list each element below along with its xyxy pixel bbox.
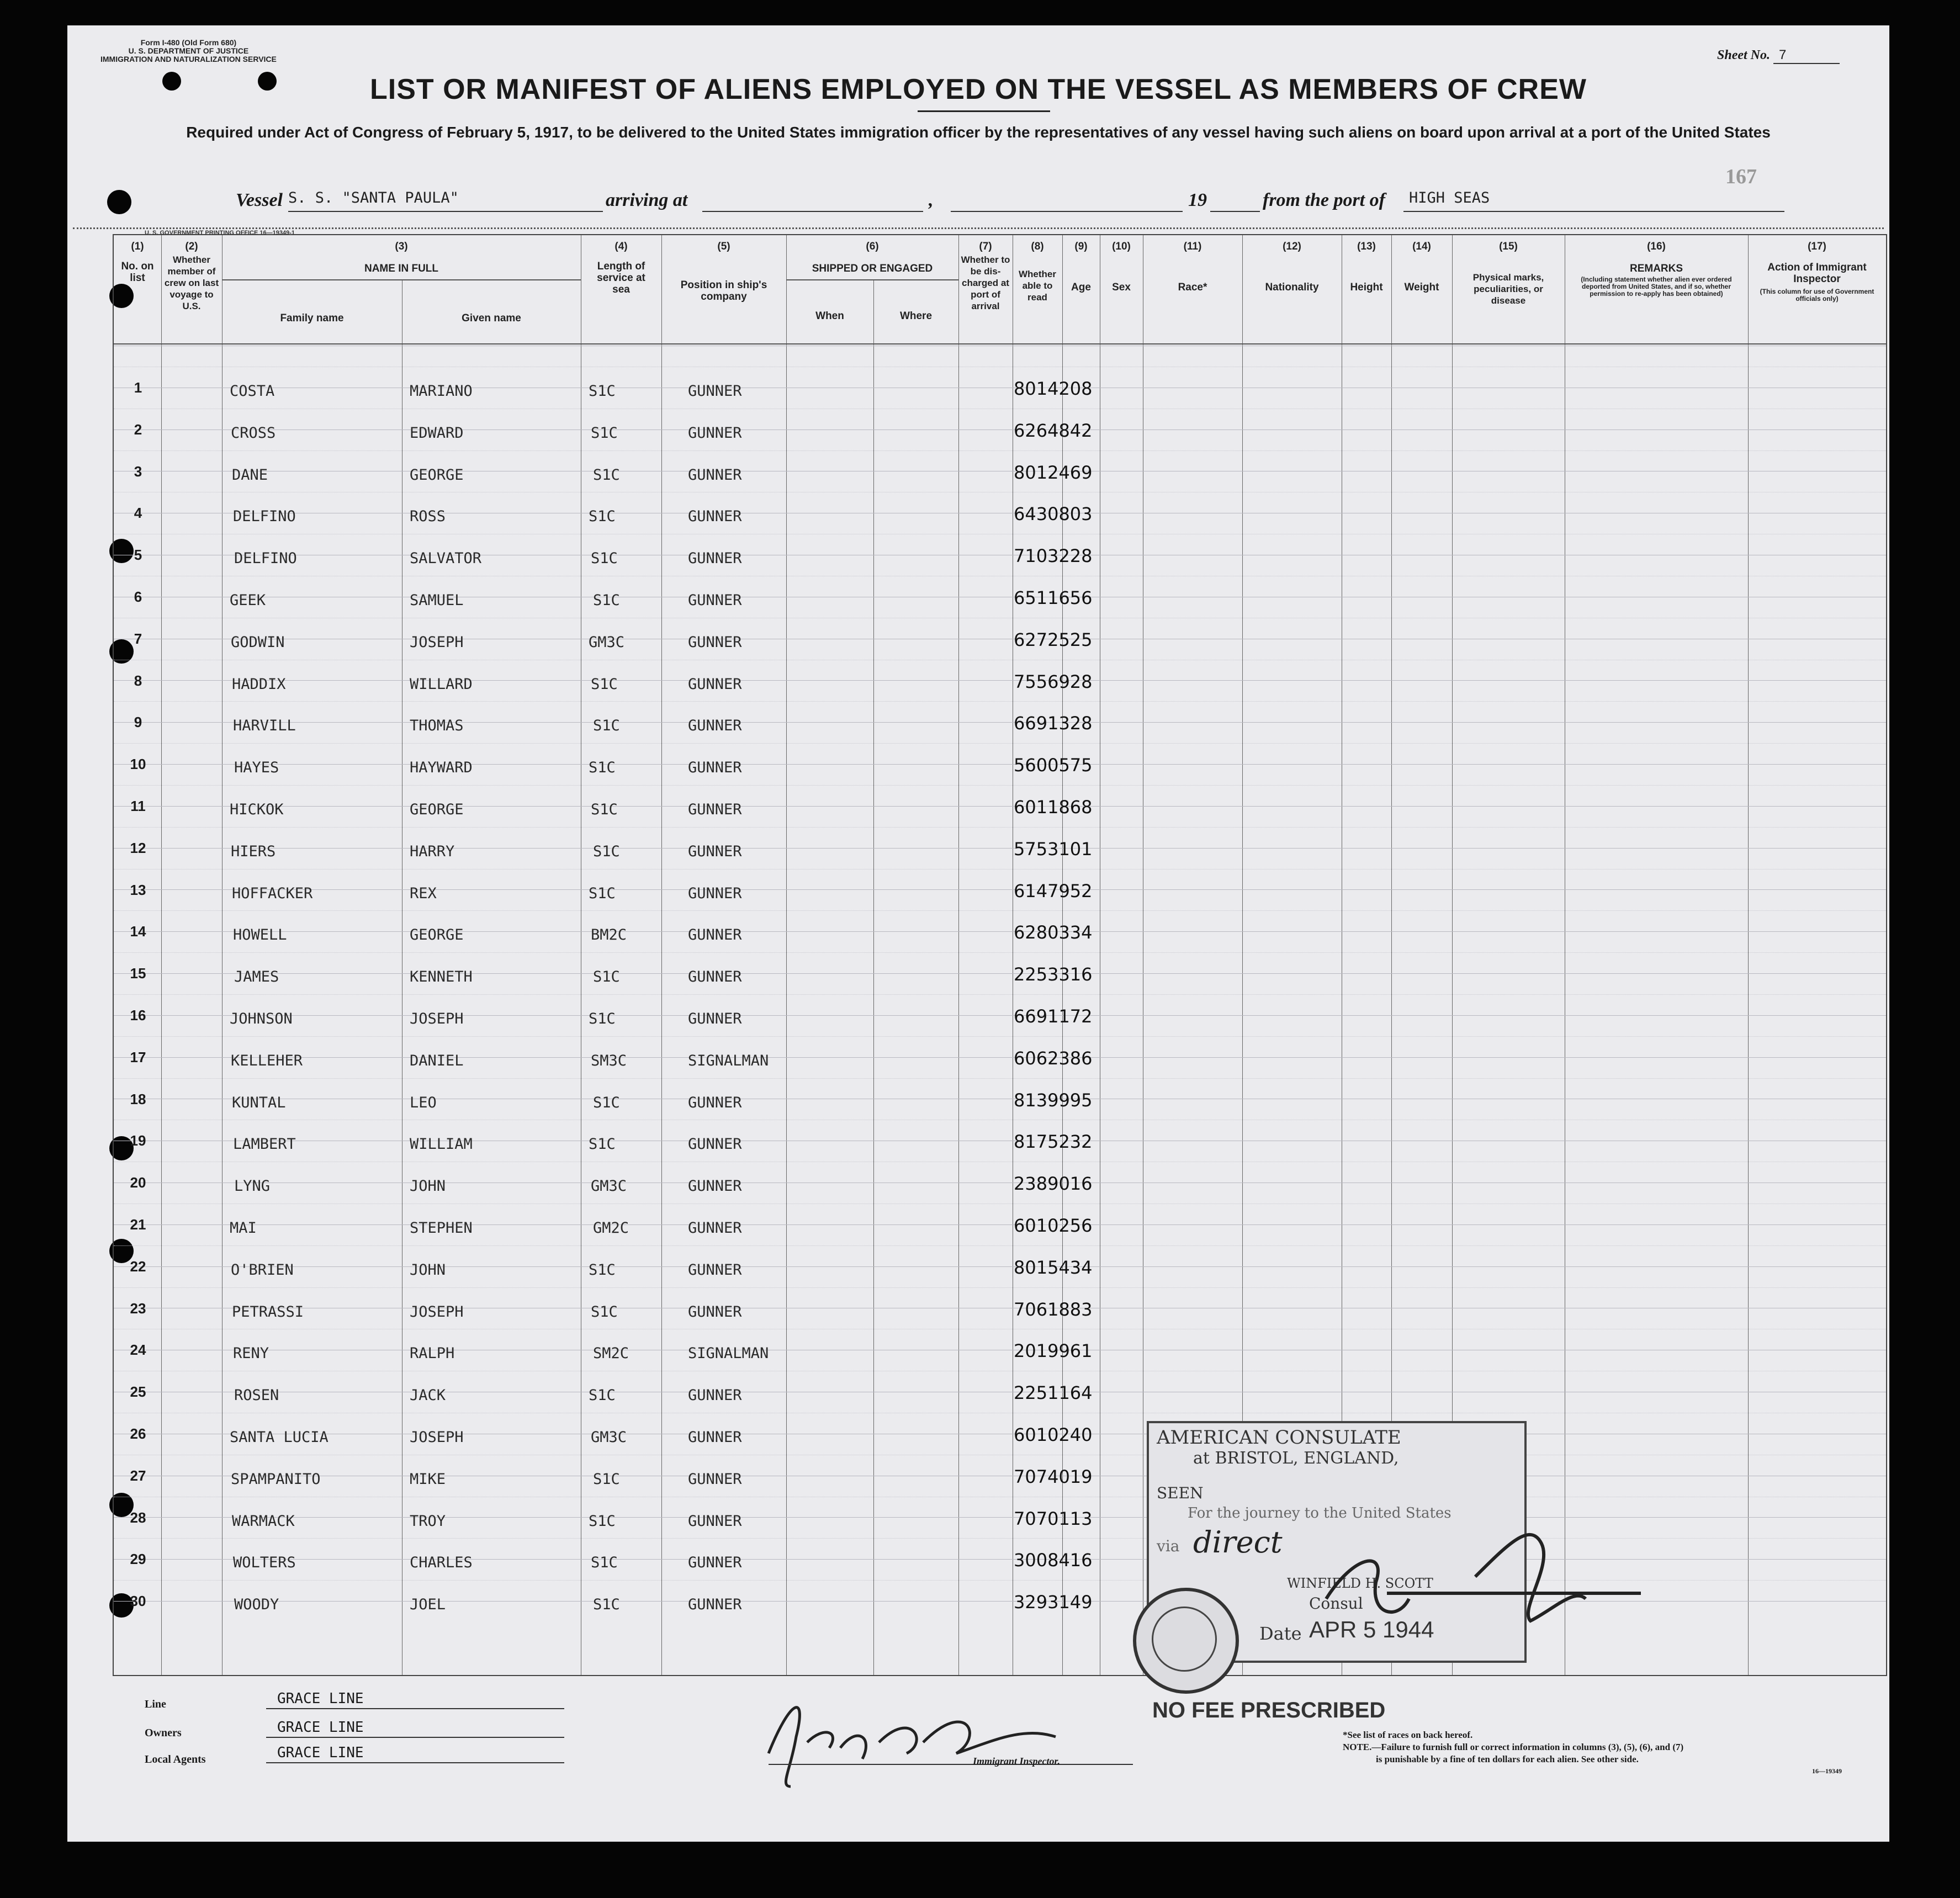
page-subtitle: Required under Act of Congress of February 5, 1917, to be delivered to the United States immigration officer by the representatives of any vessel having such aliens on board upon arrival at a port of the United States — [186, 124, 1771, 141]
ship-position: GUNNER — [688, 842, 742, 860]
col-header-no: No. on list — [121, 261, 154, 284]
ship-position: GUNNER — [688, 383, 742, 400]
service-length: S1C — [589, 1512, 616, 1530]
service-length: S1C — [593, 842, 620, 860]
col-header-when: When — [815, 310, 844, 322]
year-label: 19 — [1188, 190, 1207, 210]
year-value — [1210, 189, 1260, 212]
col-header-shipped: SHIPPED OR ENGAGED — [812, 263, 933, 274]
row-number: 10 — [130, 756, 146, 773]
line-label: Line — [145, 1698, 166, 1710]
col-num-16: (16) — [1647, 241, 1666, 252]
row-number: 8 — [134, 672, 142, 689]
footnote-penalty: NOTE.—Failure to furnish full or correct information in columns (3), (5), (6), and (7) — [1343, 1742, 1684, 1752]
row-number: 7 — [134, 630, 142, 647]
family-name: SANTA LUCIA — [230, 1429, 329, 1446]
service-number: 6280334 — [1014, 922, 1093, 943]
service-number: 6010256 — [1014, 1215, 1093, 1236]
family-name: HARVILL — [233, 717, 296, 735]
service-number: 6272525 — [1014, 629, 1093, 650]
row-number: 21 — [130, 1216, 146, 1233]
given-name: JOSEPH — [410, 1429, 464, 1446]
service-length: GM2C — [593, 1220, 629, 1237]
given-name: CHARLES — [410, 1554, 473, 1572]
ship-position: GUNNER — [688, 633, 742, 651]
family-name: GEEK — [230, 592, 266, 609]
service-number: 8014208 — [1014, 378, 1093, 399]
col-num-1: (1) — [131, 241, 144, 252]
service-number: 8139995 — [1014, 1089, 1093, 1111]
service-length: S1C — [589, 1136, 616, 1153]
col-header-remarks: REMARKS — [1629, 263, 1683, 274]
given-name: GEORGE — [410, 801, 464, 818]
service-number: 5753101 — [1014, 838, 1093, 860]
row-number: 22 — [130, 1258, 146, 1275]
col-note-action: (This column for use of Government officials only) — [1760, 288, 1874, 303]
service-number: 3008416 — [1014, 1550, 1093, 1571]
service-length: S1C — [593, 592, 620, 609]
footnote-fine: is punishable by a fine of ten dollars for each alien. See other side. — [1376, 1754, 1639, 1764]
consulate-line1: AMERICAN CONSULATE — [1157, 1427, 1401, 1449]
row-number: 28 — [130, 1509, 146, 1526]
given-name: DANIEL — [410, 1052, 464, 1069]
row-number: 20 — [130, 1174, 146, 1191]
col-num-17: (17) — [1808, 241, 1826, 252]
given-name: SAMUEL — [410, 592, 464, 609]
vessel-label: Vessel — [236, 190, 283, 210]
family-name: COSTA — [230, 383, 275, 400]
agents-value: GRACE LINE — [266, 1745, 564, 1763]
ship-position: GUNNER — [688, 717, 742, 735]
col-header-nationality: Nationality — [1265, 282, 1319, 293]
col-num-15: (15) — [1499, 241, 1518, 252]
title-rule — [918, 110, 1050, 112]
service-number: 6010240 — [1014, 1424, 1093, 1445]
service-length: S1C — [591, 675, 618, 693]
row-number: 2 — [134, 421, 142, 438]
service: IMMIGRATION AND NATURALIZATION SERVICE — [100, 55, 277, 63]
service-number: 7103228 — [1014, 545, 1093, 567]
family-name: DANE — [232, 466, 268, 484]
col-num-11: (11) — [1183, 241, 1202, 252]
row-number: 6 — [134, 589, 142, 605]
family-name: HAYES — [234, 759, 279, 777]
family-name: WOODY — [234, 1596, 279, 1614]
ship-position: GUNNER — [688, 926, 742, 944]
col-header-given: Given name — [462, 312, 521, 324]
department: U. S. DEPARTMENT OF JUSTICE — [128, 46, 249, 55]
agents-label: Local Agents — [145, 1753, 206, 1766]
given-name: JACK — [410, 1387, 446, 1404]
service-number: 6691328 — [1014, 713, 1093, 734]
col-num-14: (14) — [1412, 241, 1431, 252]
family-name: GODWIN — [231, 633, 285, 651]
page-title: LIST OR MANIFEST OF ALIENS EMPLOYED ON THE VESSEL AS MEMBERS OF CREW — [370, 73, 1587, 105]
ship-position: GUNNER — [688, 759, 742, 777]
service-length: S1C — [591, 1554, 618, 1572]
punch-hole — [107, 190, 131, 214]
ship-position: GUNNER — [688, 592, 742, 609]
family-name: ROSEN — [234, 1387, 279, 1404]
given-name: REX — [410, 884, 437, 902]
service-number: 6062386 — [1014, 1047, 1093, 1069]
arriving-value — [702, 189, 923, 212]
col-header-weight: Weight — [1404, 282, 1439, 293]
given-name: HAYWARD — [410, 759, 473, 777]
row-number: 5 — [134, 547, 142, 564]
given-name: MARIANO — [410, 383, 473, 400]
given-name: JOSEPH — [410, 1303, 464, 1321]
ship-position: GUNNER — [688, 1094, 742, 1111]
row-number: 26 — [130, 1425, 146, 1442]
ship-position: GUNNER — [688, 508, 742, 526]
service-length: S1C — [593, 1094, 620, 1111]
service-length: GM3C — [589, 633, 625, 651]
seen-label: SEEN — [1157, 1484, 1204, 1502]
given-name: JOSEPH — [410, 1010, 464, 1027]
journey-label: For the journey to the United States — [1188, 1505, 1452, 1521]
via-value: direct — [1193, 1525, 1283, 1560]
row-number: 19 — [130, 1132, 146, 1149]
row-number: 13 — [130, 881, 146, 898]
row-number: 16 — [130, 1007, 146, 1024]
service-length: S1C — [593, 1596, 620, 1614]
row-number: 23 — [130, 1300, 146, 1317]
col-header-name: NAME IN FULL — [364, 263, 439, 274]
service-number: 6011868 — [1014, 797, 1093, 818]
col-num-9: (9) — [1074, 241, 1088, 252]
from-label: from the port of — [1263, 190, 1385, 210]
consul-title: Consul — [1309, 1594, 1363, 1613]
family-name: HIERS — [231, 842, 276, 860]
service-length: S1C — [589, 884, 616, 902]
col-header-where: Where — [899, 310, 933, 322]
manifest-table — [113, 234, 1887, 1676]
service-number: 7061883 — [1014, 1298, 1093, 1320]
service-number: 7070113 — [1014, 1508, 1093, 1529]
via-label: via — [1157, 1537, 1180, 1555]
stamp-number: 167 — [1725, 165, 1757, 188]
consul-signature — [1221, 1488, 1696, 1654]
ship-position: GUNNER — [688, 466, 742, 484]
family-name: DELFINO — [234, 550, 297, 568]
row-number: 14 — [130, 923, 146, 940]
given-name: HARRY — [410, 842, 455, 860]
footer-code: 16—19349 — [1812, 1767, 1842, 1775]
service-length: S1C — [591, 801, 618, 818]
from-value: HIGH SEAS — [1403, 189, 1784, 212]
service-length: S1C — [593, 466, 620, 484]
row-number: 4 — [134, 505, 142, 522]
family-name: LAMBERT — [233, 1136, 296, 1153]
ship-position: GUNNER — [688, 1010, 742, 1027]
ship-position: GUNNER — [688, 424, 742, 442]
date-value: APR 5 1944 — [1309, 1616, 1434, 1642]
form-header — [100, 39, 277, 63]
service-number: 6691172 — [1014, 1006, 1093, 1027]
col-num-10: (10) — [1112, 241, 1131, 252]
given-name: SALVATOR — [410, 550, 482, 568]
row-number: 17 — [130, 1048, 146, 1065]
line-value: GRACE LINE — [266, 1690, 564, 1709]
service-number: 2253316 — [1014, 964, 1093, 985]
col-header-age: Age — [1071, 282, 1091, 293]
col-num-6: (6) — [866, 241, 879, 252]
sheet-number-label: Sheet No. — [1717, 48, 1770, 62]
row-number: 29 — [130, 1551, 146, 1568]
service-length: S1C — [589, 508, 616, 526]
col-header-family: Family name — [280, 312, 344, 324]
owners-label: Owners — [145, 1727, 182, 1739]
ship-position: SIGNALMAN — [688, 1052, 769, 1069]
service-length: S1C — [589, 1261, 616, 1279]
given-name: GEORGE — [410, 466, 464, 484]
col-header-member: Whether member of crew on last voyage to U.S. — [164, 255, 219, 311]
family-name: WOLTERS — [233, 1554, 296, 1572]
family-name: JAMES — [234, 968, 279, 986]
service-length: GM3C — [591, 1178, 627, 1195]
col-header-physical: Physical marks, peculiarities, or disease — [1472, 272, 1544, 306]
service-length: S1C — [589, 383, 616, 400]
date-label: Date — [1259, 1623, 1302, 1644]
service-length: S1C — [589, 1387, 616, 1404]
ship-position: GUNNER — [688, 1220, 742, 1237]
consulate-line2: at BRISTOL, ENGLAND, — [1193, 1449, 1399, 1468]
ship-position: GUNNER — [688, 1178, 742, 1195]
inspector-label: Immigrant Inspector. — [973, 1756, 1061, 1767]
row-number: 30 — [130, 1593, 146, 1610]
col-header-height: Height — [1350, 282, 1383, 293]
service-number: 7074019 — [1014, 1466, 1093, 1487]
family-name: RENY — [233, 1345, 269, 1362]
row-number: 25 — [130, 1383, 146, 1401]
col-header-race: Race* — [1178, 282, 1207, 293]
col-num-13: (13) — [1357, 241, 1376, 252]
service-length: S1C — [589, 1010, 616, 1027]
family-name: HOWELL — [233, 926, 287, 944]
family-name: KUNTAL — [232, 1094, 286, 1111]
ship-position: GUNNER — [688, 1303, 742, 1321]
ship-position: GUNNER — [688, 1596, 742, 1614]
service-number: 2389016 — [1014, 1173, 1093, 1195]
service-length: S1C — [591, 550, 618, 568]
col-header-action: Action of Immigrant Inspector — [1767, 262, 1867, 285]
given-name: WILLIAM — [410, 1136, 473, 1153]
ship-position: GUNNER — [688, 801, 742, 818]
given-name: RALPH — [410, 1345, 455, 1362]
row-number: 27 — [130, 1467, 146, 1484]
row-number: 11 — [130, 798, 146, 814]
col-header-read: Whether able to read — [1019, 269, 1056, 303]
service-number: 2251164 — [1014, 1382, 1093, 1404]
col-header-length: Length of service at sea — [597, 261, 645, 295]
consul-name: WINFIELD H. SCOTT — [1287, 1576, 1433, 1591]
col-num-5: (5) — [717, 241, 730, 252]
arriving-label: arriving at — [606, 190, 688, 210]
printing-office: U. S. GOVERNMENT PRINTING OFFICE 16—19349-1 — [145, 230, 295, 236]
given-name: THOMAS — [410, 717, 464, 735]
row-number: 18 — [130, 1090, 146, 1107]
service-number: 6511656 — [1014, 587, 1093, 608]
given-name: GEORGE — [410, 926, 464, 944]
ship-position: GUNNER — [688, 1554, 742, 1572]
row-number: 3 — [134, 463, 142, 480]
given-name: WILLARD — [410, 675, 473, 693]
ship-position: GUNNER — [688, 968, 742, 986]
ship-position: SIGNALMAN — [688, 1345, 769, 1362]
family-name: HOFFACKER — [232, 884, 313, 902]
ship-position: GUNNER — [688, 675, 742, 693]
sheet-number-value: 7 — [1773, 47, 1840, 64]
service-length: S1C — [591, 1303, 618, 1321]
service-number: 8012469 — [1014, 462, 1093, 483]
given-name: JOHN — [410, 1261, 446, 1279]
service-length: SM3C — [591, 1052, 627, 1069]
service-length: SM2C — [593, 1345, 629, 1362]
family-name: HADDIX — [232, 675, 286, 693]
form-number: Form I-480 (Old Form 680) — [140, 38, 237, 47]
service-number: 3293149 — [1014, 1592, 1093, 1613]
inspector-signature — [746, 1676, 1133, 1798]
family-name: CROSS — [231, 424, 276, 442]
col-header-sex: Sex — [1112, 282, 1131, 293]
service-length: GM3C — [591, 1429, 627, 1446]
family-name: SPAMPANITO — [231, 1470, 321, 1488]
ship-position: GUNNER — [688, 1512, 742, 1530]
sheet-number — [1717, 47, 1840, 64]
given-name: TROY — [410, 1512, 446, 1530]
col-note-remarks: (Including statement whether alien ever ordered deported from United States, and if so, whether permission to re-apply has been obtained) — [1581, 275, 1732, 298]
service-number: 5600575 — [1014, 755, 1093, 776]
given-name: EDWARD — [410, 424, 464, 442]
vessel-value: S. S. "SANTA PAULA" — [288, 189, 603, 212]
service-length: BM2C — [591, 926, 627, 944]
owners-value: GRACE LINE — [266, 1719, 564, 1738]
service-number: 2019961 — [1014, 1340, 1093, 1362]
family-name: MAI — [230, 1220, 257, 1237]
col-num-3: (3) — [395, 241, 408, 252]
given-name: JOEL — [410, 1596, 446, 1614]
given-name: STEPHEN — [410, 1220, 473, 1237]
service-length: S1C — [593, 1470, 620, 1488]
row-number: 24 — [130, 1342, 146, 1359]
manifest-sheet: Form I-480 (Old Form 680) U. S. DEPARTMENT OF JUSTICE IMMIGRATION AND NATURALIZATION SERVICE Sheet No. 7 LIST OR MANIFEST OF ALIENS EMPLOYED ON THE VESSEL AS MEMBERS OF CREW Required under Act of Congress of February 5, 1917, to be delivered to the United States immigration officer by the representatives of any vessel having such aliens on board upon arrival at a port of the United States 167 Vessel S. S. "SANTA PAULA" arriving at , 19 from the port of HIGH SEAS U. S. GOVERNMENT PRINTING OFFICE 16—19349-1 (1) No. on list (2) Whether member of crew on last voyage to U.S. (3) NAME IN FULL Family name Given name (4) Length of service at sea (5) Position in ship's company (6) SHIPPED OR ENGAGED When Where (7) Whether to be dis- charged at port of arrival (8) Whether able to read (9) Age (10) Sex (11) Race* (12) Nationality (13) Height (14) Weight (15) Physical marks, peculiarities, or disease (16) REMARKS (Including statement whether alien ever ordered deported from United States, and if so, whether permission to re-apply has been obtained) (17) Action of Immigrant Inspector (This column for use of Government officials only) 1 COSTA MARIANO S1C GUNNER 8014208 2 CROSS EDWARD S1C GUNNER 6264842 3 DANE GEORGE S1C GUNNER 8012469 4 DELFINO ROSS S1C GUNNER 6430803 5 DELFINO SALVATOR S1C GUNNER 7103228 6 GEEK SAMUEL S1C GUNNER 6511656 7 GODWIN JOSEPH GM3C GUNNER 6272525 8 HADDIX WILLARD S1C GUNNER 7556928 9 HARVILL THOMAS S1C GUNNER 6691328 10 HAYES HAYWARD S1C GUNNER 5600575 11 HICKOK GEORGE S1C GUNNER 6011868 12 HIERS HARRY S1C GUNNER 5753101 13 HOFFACKER REX S1C GUNNER 6147952 14 HOWELL GEORGE BM2C GUNNER 6280334 15 JAMES KENNETH S1C GUNNER 2253316 16 JOHNSON JOSEPH S1C GUNNER 6691172 17 KELLEHER DANIEL SM3C SIGNALMAN 6062386 18 KUNTAL LEO S1C GUNNER 8139995 19 LAMBERT WILLIAM S1C GUNNER 8175232 20 LYNG JOHN GM3C GUNNER 2389016 21 MAI STEPHEN GM2C GUNNER 6010256 22 O'BRIEN JOHN S1C GUNNER 8015434 23 PETRASSI JOSEPH S1C GUNNER 7061883 24 RENY RALPH SM2C SIGNALMAN 2019961 25 ROSEN JACK S1C GUNNER 2251164 26 SANTA LUCIA JOSEPH GM3C GUNNER 6010240 27 SPAMPANITO MIKE S1C GUNNER 7074019 28 WARMACK TROY S1C GUNNER 7070113 29 WOLTERS CHARLES S1C GUNNER 3008416 30 WOODY JOEL S1C GUNNER 3293149 AMERICAN CONSULATE at BRISTOL, ENGLAND, SEEN For the journey to the United States via direct WINFIELD H. SCOTT Consul Date APR 5 1944 NO FEE PRESCRIBED Line GRACE LINE Owners GRACE LINE Local Agents GRACE LINE Immigrant Inspector. *See list of races on back hereof. NOTE.—Failure to furnish full or correct information in columns (3), (5), (6), and (7) is punishable by a fine of ten dollars for each alien. See other side. 16—19349 — [67, 25, 1889, 1842]
row-number: 1 — [134, 379, 142, 396]
ship-position: GUNNER — [688, 1261, 742, 1279]
service-number: 8175232 — [1014, 1131, 1093, 1153]
family-name: LYNG — [234, 1178, 271, 1195]
ship-position: GUNNER — [688, 1387, 742, 1404]
family-name: O'BRIEN — [231, 1261, 294, 1279]
col-header-position: Position in ship's company — [680, 279, 767, 303]
ship-position: GUNNER — [688, 1136, 742, 1153]
ship-position: GUNNER — [688, 1470, 742, 1488]
family-name: PETRASSI — [232, 1303, 304, 1321]
header-divider — [73, 227, 1884, 229]
col-header-discharged: Whether to be dis- charged at port of arrival — [961, 255, 1010, 311]
family-name: WARMACK — [232, 1512, 295, 1530]
col-num-2: (2) — [185, 241, 198, 252]
ship-position: GUNNER — [688, 1429, 742, 1446]
service-number: 6430803 — [1014, 503, 1093, 525]
given-name: ROSS — [410, 508, 446, 526]
ship-position: GUNNER — [688, 884, 742, 902]
given-name: JOHN — [410, 1178, 446, 1195]
service-length: S1C — [593, 968, 620, 986]
service-number: 6264842 — [1014, 420, 1093, 441]
ship-position: GUNNER — [688, 550, 742, 568]
row-number: 15 — [130, 965, 146, 982]
service-length: S1C — [591, 424, 618, 442]
given-name: KENNETH — [410, 968, 473, 986]
family-name: JOHNSON — [230, 1010, 293, 1027]
arriving-date — [951, 189, 1183, 212]
service-number: 7556928 — [1014, 671, 1093, 692]
service-number: 8015434 — [1014, 1257, 1093, 1278]
col-num-12: (12) — [1283, 241, 1301, 252]
family-name: HICKOK — [230, 801, 284, 818]
row-number: 9 — [134, 714, 142, 731]
col-num-4: (4) — [615, 241, 628, 252]
service-length: S1C — [589, 759, 616, 777]
no-fee-stamp: NO FEE PRESCRIBED — [1152, 1698, 1386, 1722]
family-name: KELLEHER — [231, 1052, 303, 1069]
footnote-races: *See list of races on back hereof. — [1343, 1730, 1473, 1740]
service-length: S1C — [593, 717, 620, 735]
given-name: LEO — [410, 1094, 437, 1111]
row-number: 12 — [130, 839, 146, 856]
family-name: DELFINO — [233, 508, 296, 526]
col-num-7: (7) — [979, 241, 992, 252]
given-name: MIKE — [410, 1470, 446, 1488]
given-name: JOSEPH — [410, 633, 464, 651]
service-number: 6147952 — [1014, 880, 1093, 902]
consulate-seal — [1133, 1588, 1239, 1694]
col-num-8: (8) — [1031, 241, 1044, 252]
